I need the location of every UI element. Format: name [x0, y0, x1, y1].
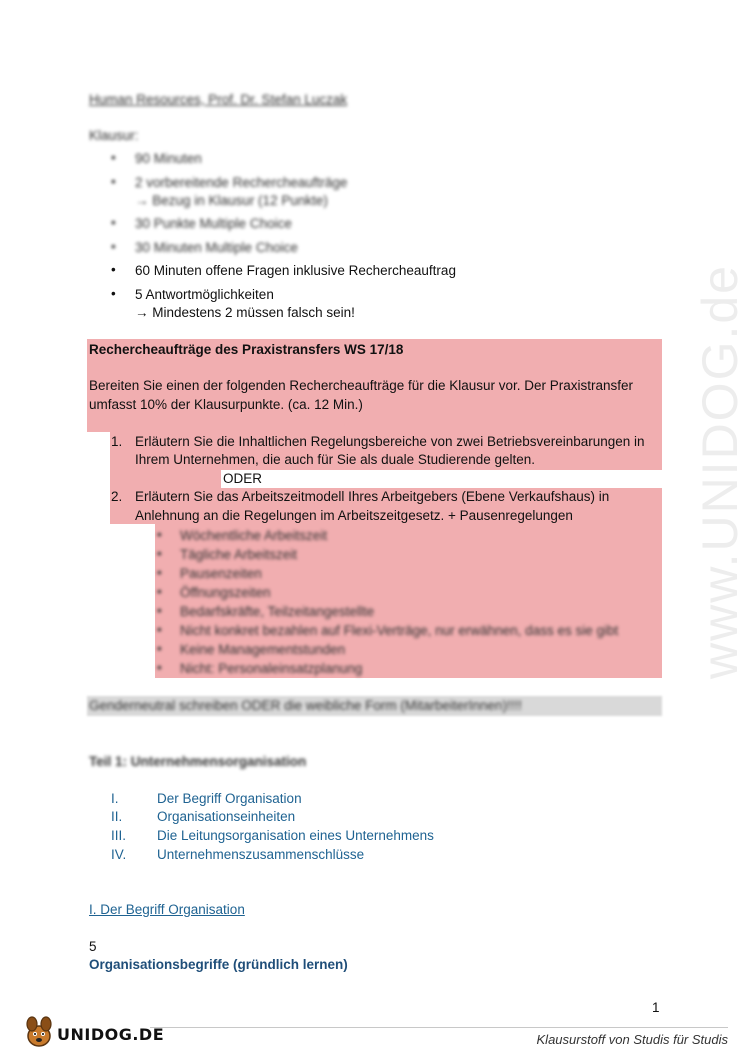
toc-link[interactable]: Die Leitungsorganisation eines Unternehmens: [157, 828, 434, 843]
number-label: 5: [89, 939, 97, 954]
bullet: •: [111, 215, 116, 230]
toc-number: I.: [111, 791, 119, 806]
bullet: •: [111, 262, 116, 277]
list-item: Öffnungszeiten: [180, 585, 271, 600]
list-item: Pausenzeiten: [180, 566, 262, 581]
list-item: Tägliche Arbeitszeit: [180, 547, 298, 562]
list-item: 5 Antwortmöglichkeiten: [135, 287, 274, 302]
bullet: •: [111, 174, 116, 189]
intro-text: umfasst 10% der Klausurpunkte. (ca. 12 Min.): [89, 397, 363, 412]
bullet: •: [157, 584, 162, 599]
list-item: Wöchentliche Arbeitszeit: [180, 528, 328, 543]
bullet: •: [157, 622, 162, 637]
toc-number: III.: [111, 828, 127, 843]
unidog-logo: [22, 1015, 165, 1049]
klausur-label: Klausur:: [89, 128, 139, 143]
list-item: 2 vorbereitende Rechercheaufträge: [135, 175, 348, 190]
highlight-block: [110, 470, 221, 488]
task-text: Erläutern Sie die Inhaltlichen Regelungsbereiche von zwei Betriebsvereinbarungen in: [135, 434, 645, 449]
dog-icon: [22, 1015, 56, 1049]
toc-link[interactable]: Unternehmenszusammenschlüsse: [157, 847, 365, 862]
part-heading: Teil 1: Unternehmensorganisation: [89, 754, 307, 769]
sub-heading: Organisationsbegriffe (gründlich lernen): [89, 957, 348, 972]
list-item: Nicht: Personaleinsatzplanung: [180, 661, 363, 676]
list-item: Nicht konkret bezahlen auf Flexi-Verträge, nur erwähnen, dass es sie gibt: [180, 623, 619, 638]
bullet: •: [157, 660, 162, 675]
list-item-sub: → Bezug in Klausur (12 Punkte): [135, 193, 328, 208]
bullet: •: [157, 527, 162, 542]
bullet: •: [111, 150, 116, 165]
task-number: 2.: [111, 489, 123, 504]
section-title: Rechercheaufträge des Praxistransfers WS 17/18: [89, 342, 404, 357]
list-item: 90 Minuten: [135, 151, 202, 166]
logo-text: UNIDOG.DE: [57, 1025, 165, 1044]
bullet: •: [157, 565, 162, 580]
document-header: Human Resources, Prof. Dr. Stefan Luczak: [89, 92, 348, 107]
toc-number: II.: [111, 809, 123, 824]
list-item: 30 Punkte Multiple Choice: [135, 216, 292, 231]
bullet: •: [157, 603, 162, 618]
list-item: 30 Minuten Multiple Choice: [135, 240, 298, 255]
list-item: 60 Minuten offene Fragen inklusive Rechercheauftrag: [135, 263, 456, 278]
list-item-sub: → Mindestens 2 müssen falsch sein!: [135, 305, 355, 320]
arrow-right-icon: →: [135, 305, 149, 320]
bullet: •: [157, 641, 162, 656]
oder-label: ODER: [223, 471, 263, 486]
task-number: 1.: [111, 434, 123, 449]
task-text: Anlehnung an die Regelungen im Arbeitszeitgesetz. + Pausenregelungen: [135, 508, 573, 523]
task-text: Erläutern Sie das Arbeitszeitmodell Ihres Arbeitgebers (Ebene Verkaufshaus) in: [135, 489, 610, 504]
bullet: •: [111, 239, 116, 254]
intro-text: Bereiten Sie einen der folgenden Rechercheaufträge für die Klausur vor. Der Praxistransfer: [89, 378, 634, 393]
toc-link[interactable]: Organisationseinheiten: [157, 809, 296, 824]
page-number: 1: [652, 1000, 660, 1015]
gender-note: Genderneutral schreiben ODER die weibliche Form (MitarbeiterInnen)!!!!: [89, 698, 522, 713]
footer-divider: [150, 1027, 728, 1028]
bullet: •: [157, 546, 162, 561]
toc-number: IV.: [111, 847, 127, 862]
watermark: www.UNIDOG.de: [692, 264, 748, 679]
list-item: Bedarfskräfte, Teilzeitangestellte: [180, 604, 375, 619]
section-link[interactable]: I. Der Begriff Organisation: [89, 902, 245, 917]
bullet: •: [111, 286, 116, 301]
list-item: Keine Managementstunden: [180, 642, 346, 657]
toc-link[interactable]: Der Begriff Organisation: [157, 791, 302, 806]
task-text: Ihrem Unternehmen, die auch für Sie als duale Studierende gelten.: [135, 452, 535, 467]
footer-tagline: Klausurstoff von Studis für Studis: [536, 1032, 728, 1047]
